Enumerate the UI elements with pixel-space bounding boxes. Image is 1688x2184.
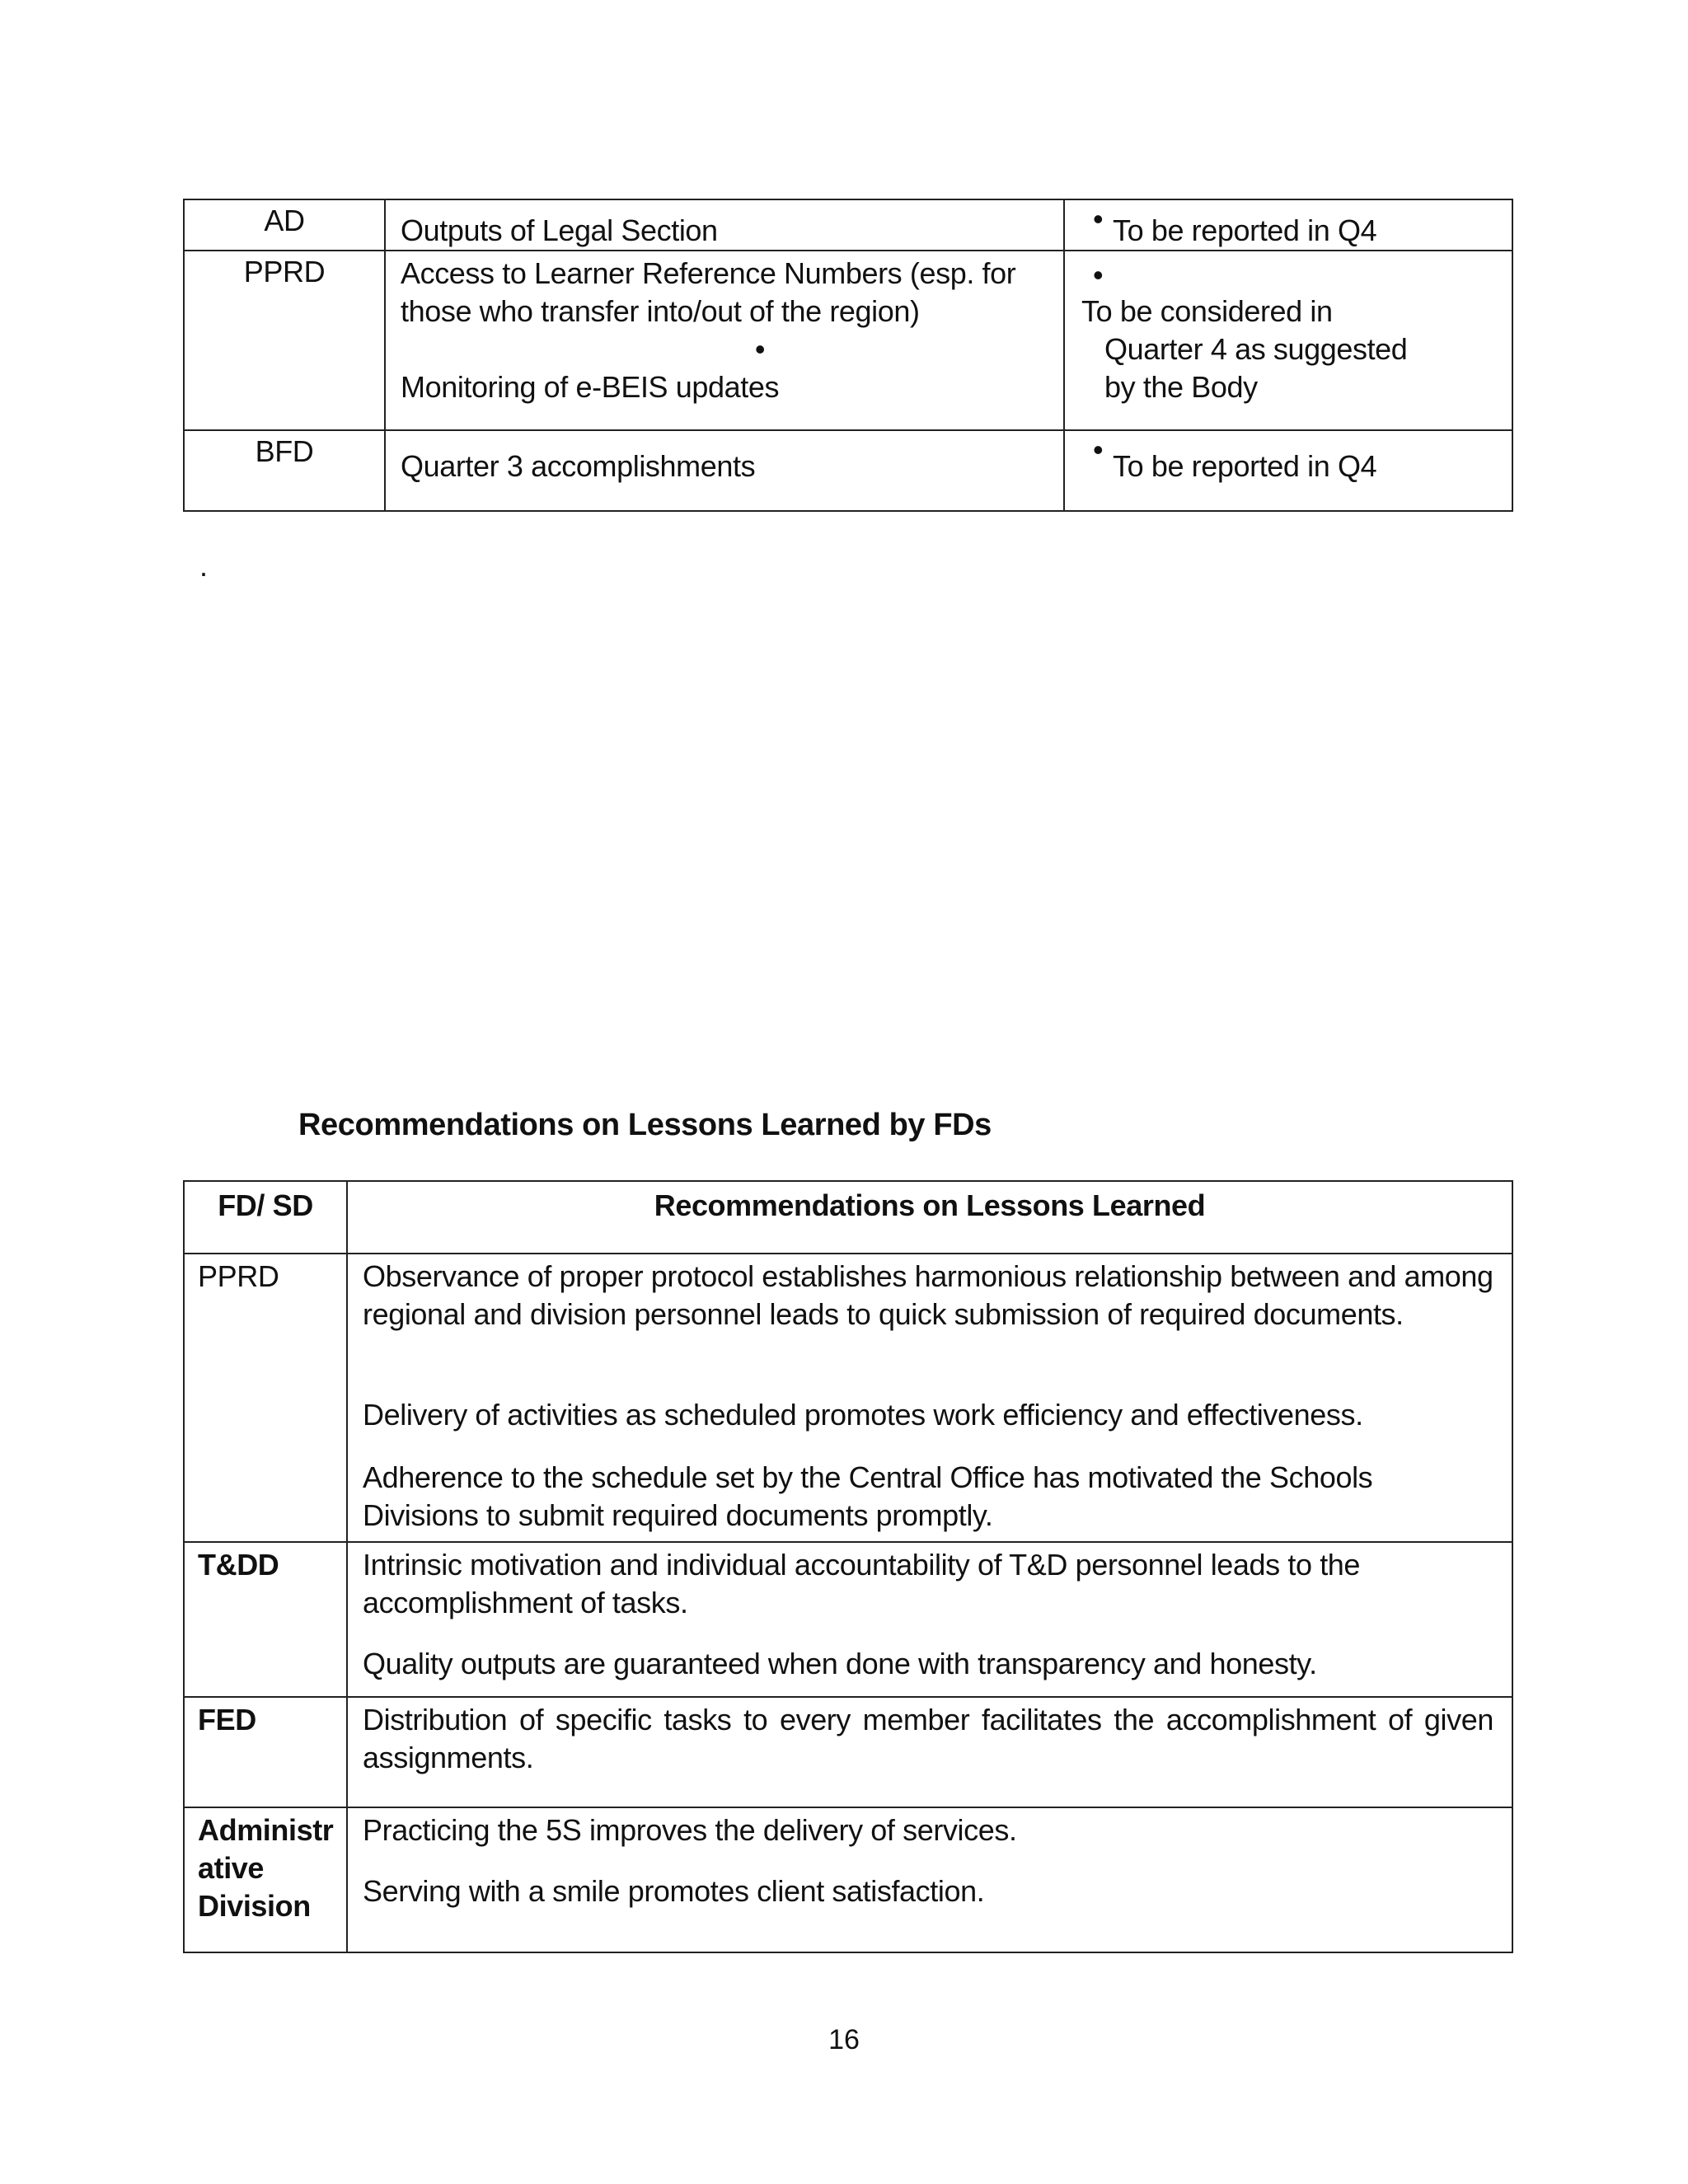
recommendation-text: Adherence to the schedule set by the Central Office has motivated the Schools Divisions to submit required documents promptly. xyxy=(363,1460,1373,1532)
recommendation-text: Observance of proper protocol establishes harmonious relationship between and among regional and division personnel leads to quick submission of required documents. xyxy=(363,1259,1493,1331)
fd-cell: FED xyxy=(184,1697,347,1807)
recommendation-cell xyxy=(347,1254,1512,1542)
action-text: Quarter 4 as suggested xyxy=(1104,332,1408,366)
action-item xyxy=(1081,431,1503,485)
division-label: PPRD xyxy=(243,255,326,288)
topic-cell xyxy=(385,251,1064,430)
table-row xyxy=(184,1542,1512,1697)
fd-cell: PPRD xyxy=(184,1254,347,1542)
fd-label-line: ative xyxy=(198,1851,265,1885)
column-header: Recommendations on Lessons Learned xyxy=(347,1181,1512,1254)
page-number: 16 xyxy=(828,2024,860,2055)
recommendation-cell xyxy=(347,1542,1512,1697)
division-label: BFD xyxy=(255,434,314,468)
recommendation-text: Quality outputs are guaranteed when done with transparency and honesty. xyxy=(363,1647,1317,1680)
division-label: AD xyxy=(264,204,305,237)
recommendation-text: Delivery of activities as scheduled promotes work efficiency and effectiveness. xyxy=(363,1398,1363,1432)
division-cell xyxy=(184,251,385,430)
fd-cell xyxy=(184,1807,347,1952)
stray-period: . xyxy=(199,549,209,583)
action-item xyxy=(1081,256,1503,406)
recommendations-table xyxy=(183,1180,1513,1953)
action-cell xyxy=(1064,430,1512,511)
action-item xyxy=(1081,200,1503,250)
action-text: To be considered in xyxy=(1081,294,1333,328)
table-row xyxy=(184,1697,1512,1807)
bullet-icon: • xyxy=(1093,202,1104,236)
recommendation-text: Distribution of specific tasks to every member facilitates the accomplishment of given assignments. xyxy=(363,1703,1493,1774)
bullet-icon: • xyxy=(754,332,766,366)
column-header: FD/ SD xyxy=(184,1181,347,1254)
table-row xyxy=(184,199,1512,251)
fd-cell: T&DD xyxy=(184,1542,347,1697)
topic-text: Access to Learner Reference Numbers (esp. for those who transfer into/out of the region) xyxy=(401,256,1016,328)
topic-text: Outputs of Legal Section xyxy=(401,213,718,247)
recommendation-text: Intrinsic motivation and individual accountability of T&D personnel leads to the accomplishment of tasks. xyxy=(363,1548,1361,1619)
action-text: To be reported in Q4 xyxy=(1113,213,1377,247)
issues-action-table xyxy=(183,199,1513,512)
fd-label-line: Administr xyxy=(198,1813,334,1847)
division-cell xyxy=(184,430,385,511)
table-row xyxy=(184,430,1512,511)
recommendation-cell xyxy=(347,1697,1512,1807)
table-row xyxy=(184,1254,1512,1542)
recommendation-text: Practicing the 5S improves the delivery of services. xyxy=(363,1813,1017,1847)
topic-text: Quarter 3 accomplishments xyxy=(401,449,756,483)
bullet-icon: • xyxy=(1093,258,1104,292)
bullet-icon: • xyxy=(1093,433,1104,466)
table-row xyxy=(184,251,1512,430)
table-header-row xyxy=(184,1181,1512,1254)
action-cell xyxy=(1064,251,1512,430)
action-text: To be reported in Q4 xyxy=(1113,449,1377,483)
action-text: by the Body xyxy=(1104,370,1258,404)
topic-text: Monitoring of e-BEIS updates xyxy=(401,370,780,404)
recommendation-cell xyxy=(347,1807,1512,1952)
section-heading: Recommendations on Lessons Learned by FDs xyxy=(298,1108,992,1142)
table-row xyxy=(184,1807,1512,1952)
action-cell xyxy=(1064,199,1512,251)
division-cell xyxy=(184,199,385,251)
recommendation-text: Serving with a smile promotes client satisfaction. xyxy=(363,1874,985,1908)
topic-cell xyxy=(385,430,1064,511)
fd-label-line: Division xyxy=(198,1889,311,1923)
topic-cell xyxy=(385,199,1064,251)
